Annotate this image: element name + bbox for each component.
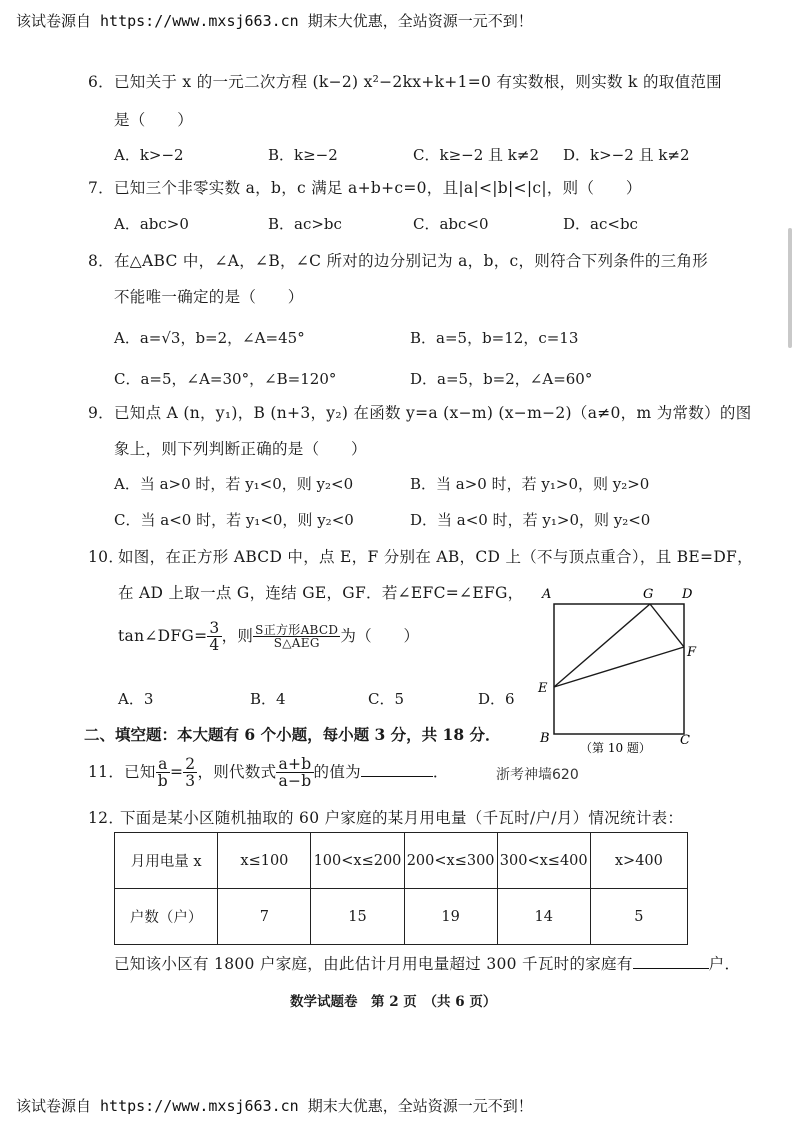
q8-number: 8． — [88, 252, 114, 270]
q11-f1-numerator: a — [156, 756, 170, 773]
q11-end: ． — [432, 762, 449, 781]
q12-line2-end: 户． — [708, 955, 741, 973]
page-footer: 数学试题卷 第 2 页 （共 6 页） — [290, 994, 497, 1010]
q11-f2-numerator: 2 — [185, 755, 196, 773]
q11-mid: ，则代数式 — [197, 762, 277, 781]
q10-tail: 为（ ） — [340, 626, 420, 645]
q11-f3-numerator: a+b — [278, 755, 312, 773]
table-header-row — [115, 833, 688, 889]
q10-line2: 在 AD 上取一点 G，连结 GE，GF．若∠EFC=∠EFG， — [118, 584, 524, 602]
table-cell: 5 — [590, 889, 687, 945]
label-a: A — [542, 587, 552, 602]
segment-ge — [554, 604, 650, 687]
q11-f1-denominator: b — [157, 772, 168, 791]
label-c: C — [680, 733, 690, 748]
q10-tan-expression — [118, 620, 419, 654]
q7-option-a: A．abc>0 — [114, 215, 189, 233]
q8-option-a: A．a=√3，b=2，∠A=45° — [114, 329, 305, 347]
section-2-title: 二、填空题：本大题有 6 个小题，每小题 3 分，共 18 分． — [84, 725, 501, 744]
label-f: F — [687, 645, 697, 660]
table-row — [115, 889, 688, 945]
segment-gf — [650, 604, 684, 647]
table-header-cell: x>400 — [590, 833, 687, 889]
q6-line1: 已知关于 x 的一元二次方程 (k−2) x²−2kx+k+1=0 有实数根，则实数 k 的取值范围 — [114, 73, 722, 91]
q10-option-d: D．6 — [478, 690, 515, 708]
q10-tan-fraction — [207, 620, 221, 654]
q6-option-a: A．k>−2 — [114, 146, 184, 164]
q11-equals: = — [169, 762, 184, 781]
table-header-cell: 100<x≤200 — [311, 833, 404, 889]
q6-number: 6． — [88, 73, 114, 91]
q10-ratio-denominator: S△AEG — [273, 636, 320, 651]
table-row-label: 户数（户） — [115, 889, 218, 945]
q6-option-b: B．k≥−2 — [268, 146, 338, 164]
q11-fraction-expression — [276, 756, 313, 790]
scrollbar[interactable] — [788, 228, 792, 348]
q12-line2: 已知该小区有 1800 户家庭，由此估计月用电量超过 300 千瓦时的家庭有 — [114, 955, 633, 973]
q11-f3-denominator: a−b — [278, 772, 312, 791]
q10-tan-denominator: 4 — [209, 636, 220, 655]
q7-option-c: C．abc<0 — [413, 215, 489, 233]
q11-suffix: 的值为 — [313, 762, 361, 781]
q11-fraction-a-b — [156, 756, 170, 790]
q7-line1: 已知三个非零实数 a，b，c 满足 a+b+c=0，且|a|<|b|<|c|，则（ ） — [114, 179, 642, 197]
table-cell: 14 — [497, 889, 590, 945]
q9-option-d: D．当 a<0 时，若 y₁>0，则 y₂<0 — [410, 511, 651, 529]
label-b: B — [540, 731, 550, 746]
q6-line2: 是（ ） — [114, 111, 194, 129]
table-header-cell: 300<x≤400 — [497, 833, 590, 889]
q11-prefix: 已知 — [124, 762, 156, 781]
q9-line1: 已知点 A (n，y₁)，B (n+3，y₂) 在函数 y=a (x−m) (x−m−2)（a≠0，m 为常数）的图 — [114, 404, 752, 422]
q12-table — [114, 832, 688, 945]
square-abcd — [554, 604, 684, 734]
q10-option-b: B．4 — [250, 690, 286, 708]
q10-tan-prefix: tan∠DFG= — [118, 626, 208, 645]
table-header-cell: 月用电量 x — [115, 833, 218, 889]
table-header-cell: 200<x≤300 — [404, 833, 497, 889]
segment-ef — [554, 647, 684, 687]
q7-option-b: B．ac>bc — [268, 215, 342, 233]
q8-line1: 在△ABC 中，∠A，∠B，∠C 所对的边分别记为 a，b，c，则符合下列条件的三角形 — [114, 252, 709, 270]
table-cell: 19 — [404, 889, 497, 945]
label-g: G — [643, 587, 654, 602]
q9-line2: 象上，则下列判断正确的是（ ） — [114, 440, 367, 458]
top-banner: 该试卷源自 https://www.mxsj663.cn 期末大优惠，全站资源一元不到！ — [16, 12, 533, 30]
q7-number: 7． — [88, 179, 114, 197]
q11-note: 浙考神墙620 — [496, 767, 579, 783]
q8-option-b: B．a=5，b=12，c=13 — [410, 329, 579, 347]
q10-ratio-fraction — [253, 624, 340, 650]
q12-line1: 下面是某小区随机抽取的 60 户家庭的某月用电量（千瓦时/户/月）情况统计表： — [120, 809, 684, 827]
q9-option-c: C．当 a<0 时，若 y₁<0，则 y₂<0 — [114, 511, 354, 529]
q10-figure — [532, 580, 707, 760]
table-header-cell: x≤100 — [218, 833, 311, 889]
q9-number: 9． — [88, 404, 114, 422]
q10-number: 10． — [88, 548, 125, 566]
q8-line2: 不能唯一确定的是（ ） — [114, 288, 304, 306]
q12-line2-wrapper — [114, 952, 740, 974]
q9-option-a: A．当 a>0 时，若 y₁<0，则 y₂<0 — [114, 475, 354, 493]
table-cell: 7 — [218, 889, 311, 945]
q10-option-c: C．5 — [368, 690, 405, 708]
table-cell: 15 — [311, 889, 404, 945]
q11-f2-denominator: 3 — [185, 772, 196, 791]
q6-option-d: D．k>−2 且 k≠2 — [563, 146, 690, 164]
q10-then: ，则 — [221, 626, 254, 645]
q10-tan-numerator: 3 — [209, 619, 220, 637]
q11-number: 11． — [88, 762, 125, 781]
label-d: D — [682, 587, 693, 602]
q8-option-c: C．a=5，∠A=30°，∠B=120° — [114, 370, 337, 388]
q9-option-b: B．当 a>0 时，若 y₁>0，则 y₂>0 — [410, 475, 650, 493]
q11-answer-blank[interactable] — [361, 776, 433, 777]
q10-line1: 如图，在正方形 ABCD 中，点 E，F 分别在 AB，CD 上（不与顶点重合），且 BE=DF， — [118, 548, 753, 566]
q6-option-c: C．k≥−2 且 k≠2 — [413, 146, 539, 164]
label-e: E — [538, 681, 548, 696]
q8-option-d: D．a=5，b=2，∠A=60° — [410, 370, 593, 388]
q10-ratio-numerator: S正方形ABCD — [255, 622, 339, 637]
q12-number: 12． — [88, 809, 125, 827]
q12-answer-blank[interactable] — [633, 968, 709, 969]
q10-option-a: A．3 — [118, 690, 154, 708]
q7-option-d: D．ac<bc — [563, 215, 638, 233]
q11-fraction-2-3 — [183, 756, 197, 790]
bottom-banner: 该试卷源自 https://www.mxsj663.cn 期末大优惠，全站资源一元不到！ — [16, 1097, 533, 1115]
q11-expression — [88, 756, 449, 790]
figure-caption: （第 10 题） — [580, 741, 651, 755]
